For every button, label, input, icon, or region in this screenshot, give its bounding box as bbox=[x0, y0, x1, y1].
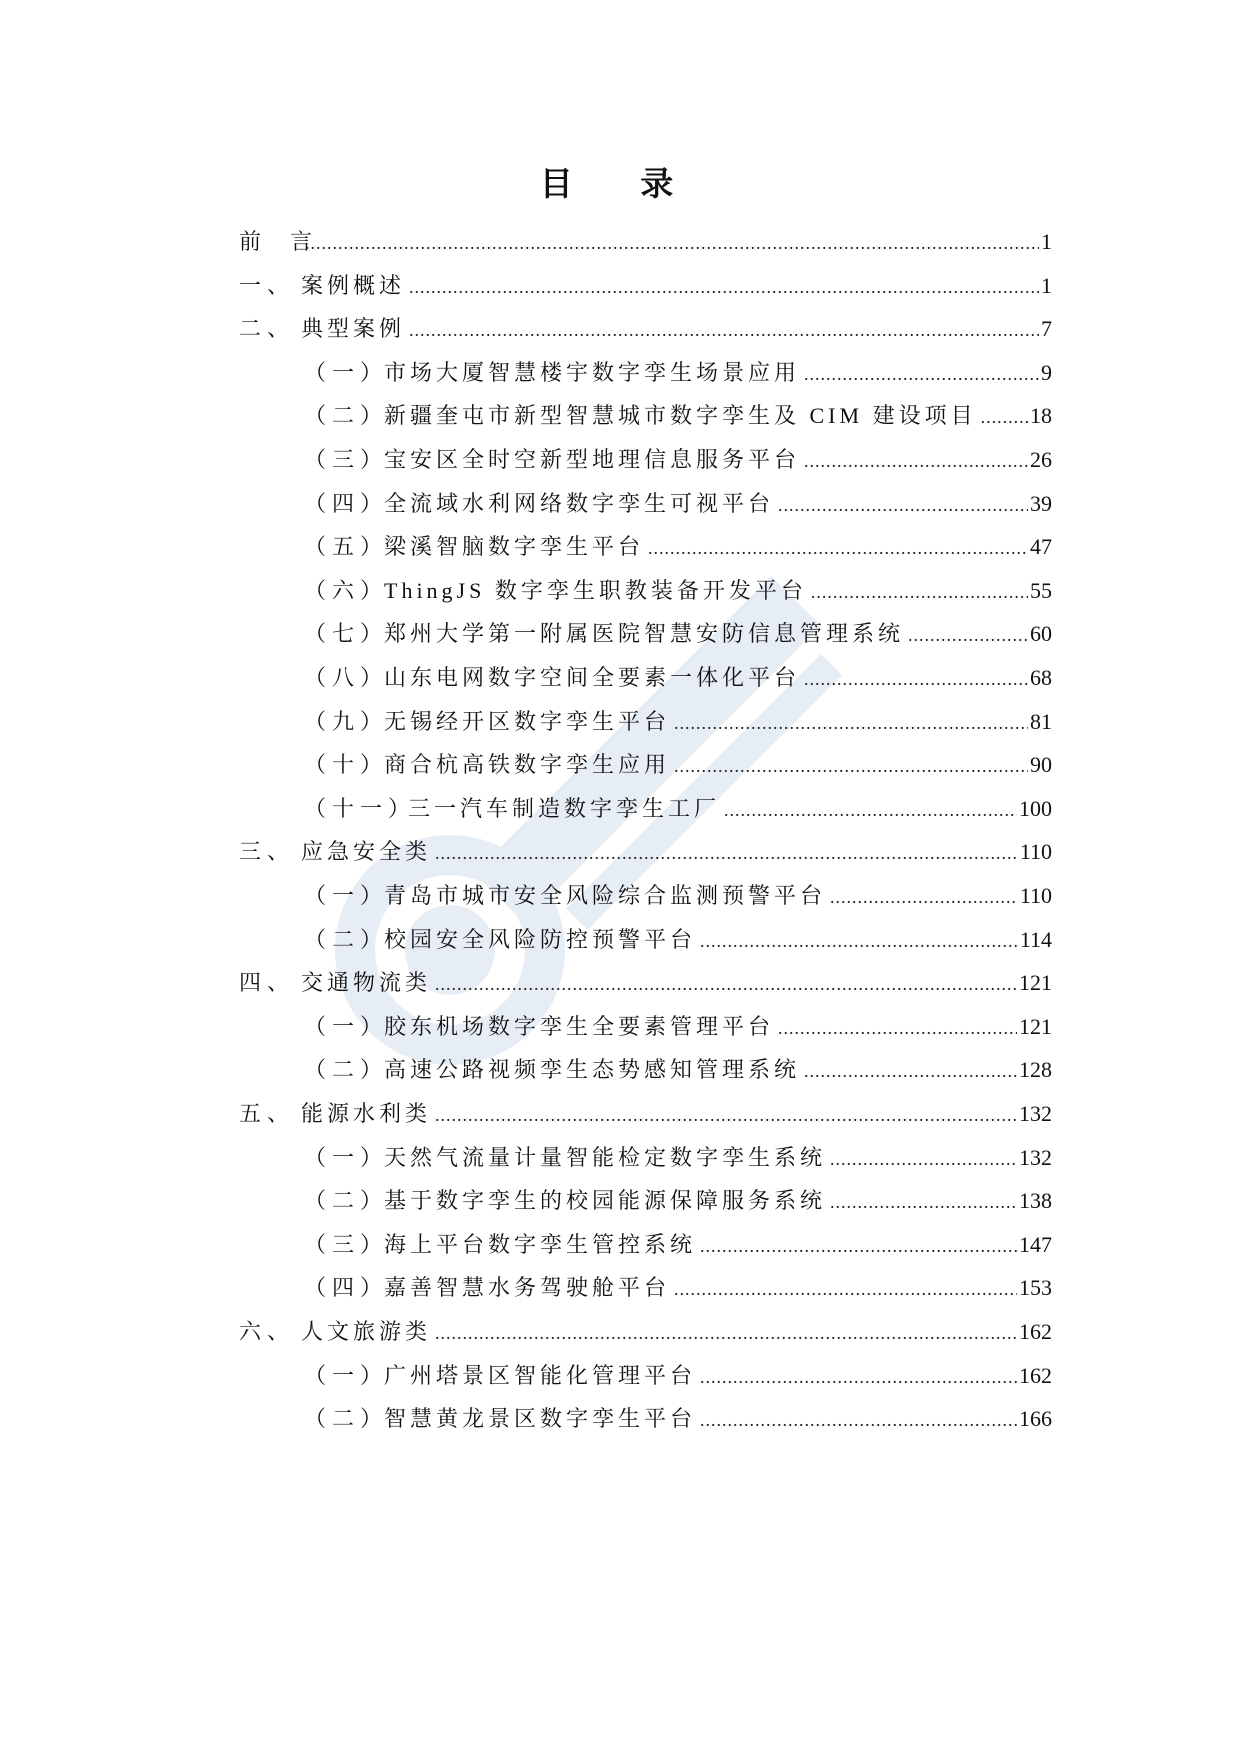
toc-page-number: 18 bbox=[1030, 403, 1052, 429]
toc-entry-number: （十一） bbox=[304, 795, 417, 821]
toc-page-number: 162 bbox=[1019, 1362, 1052, 1388]
toc-entry-title: 人文旅游类 bbox=[301, 1319, 432, 1344]
toc-subsection-entry[interactable] bbox=[304, 618, 1052, 650]
toc-entry-number: （九） bbox=[304, 708, 389, 734]
toc-page-number: 110 bbox=[1019, 883, 1052, 908]
toc-entry-number: 三、 bbox=[239, 839, 296, 865]
toc-subsection-entry[interactable] bbox=[304, 880, 1052, 912]
toc-subsection-entry[interactable] bbox=[304, 749, 1052, 781]
toc-subsection-entry[interactable] bbox=[304, 1272, 1052, 1304]
dot-leader bbox=[724, 794, 1017, 826]
dot-leader bbox=[700, 925, 1018, 957]
dot-leader bbox=[700, 1361, 1017, 1393]
toc-entry-number: （五） bbox=[304, 534, 389, 560]
toc-entry-number: （二） bbox=[304, 926, 389, 952]
toc-entry-title: 广州塔景区智能化管理平台 bbox=[384, 1362, 697, 1388]
dot-leader bbox=[830, 881, 1018, 913]
dot-leader bbox=[811, 576, 1028, 608]
toc-section-entry[interactable] bbox=[239, 1316, 1052, 1348]
toc-entry-number: （四） bbox=[304, 1275, 389, 1301]
toc-entry-title: 能源水利类 bbox=[301, 1101, 432, 1126]
dot-leader bbox=[700, 1230, 1017, 1262]
dot-leader bbox=[981, 401, 1028, 433]
toc-page-number: 7 bbox=[1041, 316, 1052, 342]
dot-leader bbox=[648, 532, 1028, 564]
toc-entry-title: 海上平台数字孪生管控系统 bbox=[384, 1231, 697, 1257]
dot-leader bbox=[674, 1273, 1017, 1305]
toc-subsection-entry[interactable] bbox=[304, 531, 1052, 563]
toc-entry-title: 基于数字孪生的校园能源保障服务系统 bbox=[384, 1188, 827, 1214]
toc-subsection-entry[interactable] bbox=[304, 1054, 1052, 1086]
toc-entry-title: 无锡经开区数字孪生平台 bbox=[384, 708, 671, 734]
toc-page-number: 1 bbox=[1041, 229, 1052, 254]
toc-entry-number: （一） bbox=[304, 883, 389, 908]
toc-section-entry[interactable] bbox=[239, 836, 1052, 868]
toc-entry-title: 应急安全类 bbox=[301, 839, 432, 865]
toc-page-number: 132 bbox=[1019, 1144, 1052, 1170]
dot-leader bbox=[830, 1186, 1017, 1218]
dot-leader bbox=[804, 358, 1039, 390]
dot-leader bbox=[804, 445, 1028, 477]
toc-entry-number: 二、 bbox=[239, 316, 296, 342]
toc-entry-title: 宝安区全时空新型地理信息服务平台 bbox=[384, 447, 801, 472]
toc-entry-title: 智慧黄龙景区数字孪生平台 bbox=[384, 1406, 697, 1432]
toc-page-number: 166 bbox=[1019, 1406, 1052, 1432]
dot-leader bbox=[435, 1317, 1017, 1349]
toc-subsection-entry[interactable] bbox=[304, 1360, 1052, 1392]
toc-subsection-entry[interactable] bbox=[304, 793, 1052, 825]
toc-entry-title: 嘉善智慧水务驾驶舱平台 bbox=[384, 1275, 671, 1301]
toc-page-number: 68 bbox=[1030, 665, 1052, 690]
dot-leader bbox=[305, 227, 1039, 259]
toc-page-number: 90 bbox=[1030, 752, 1052, 778]
toc-subsection-entry[interactable] bbox=[304, 1403, 1052, 1435]
toc-subsection-entry[interactable] bbox=[304, 575, 1052, 607]
dot-leader bbox=[804, 663, 1028, 695]
toc-page-number: 147 bbox=[1019, 1231, 1052, 1257]
toc-subsection-entry[interactable] bbox=[304, 1185, 1052, 1217]
toc-entry-number: （二） bbox=[304, 1188, 389, 1214]
toc-entry-title: 全流域水利网络数字孪生可视平台 bbox=[384, 490, 775, 516]
toc-subsection-entry[interactable] bbox=[304, 444, 1052, 476]
toc-page-number: 100 bbox=[1019, 795, 1052, 821]
toc-page-number: 132 bbox=[1019, 1101, 1052, 1126]
toc-entry-number: （四） bbox=[304, 490, 389, 516]
toc-page-number: 121 bbox=[1019, 1013, 1052, 1039]
toc-section-entry[interactable] bbox=[239, 1098, 1052, 1130]
toc-page-number: 138 bbox=[1019, 1188, 1052, 1214]
toc-entry-title: 市场大厦智慧楼宇数字孪生场景应用 bbox=[384, 359, 801, 385]
toc-subsection-entry[interactable] bbox=[304, 488, 1052, 520]
toc-subsection-entry[interactable] bbox=[304, 1011, 1052, 1043]
dot-leader bbox=[674, 707, 1028, 739]
toc-entry-title: 交通物流类 bbox=[301, 970, 432, 996]
toc-page-number: 121 bbox=[1019, 970, 1052, 996]
toc-entry-title: 青岛市城市安全风险综合监测预警平台 bbox=[384, 883, 827, 908]
toc-entry-title: 商合杭高铁数字孪生应用 bbox=[384, 752, 671, 778]
toc-section-entry[interactable] bbox=[239, 270, 1052, 302]
toc-entry-number: （一） bbox=[304, 1013, 389, 1039]
dot-leader bbox=[700, 1404, 1017, 1436]
toc-section-entry[interactable] bbox=[239, 313, 1052, 345]
toc-entry-title: 梁溪智脑数字孪生平台 bbox=[384, 534, 645, 560]
toc-entry-number: 四、 bbox=[239, 970, 296, 996]
toc-page-number: 9 bbox=[1041, 359, 1052, 385]
toc-entry-number: （七） bbox=[304, 621, 389, 647]
toc-entry-number: （八） bbox=[304, 665, 389, 690]
toc-page-number: 39 bbox=[1030, 490, 1052, 516]
toc-entry-number: （三） bbox=[304, 447, 389, 472]
toc-page-number: 153 bbox=[1019, 1275, 1052, 1301]
toc-entry-number: 一、 bbox=[239, 272, 296, 298]
toc-entry-title: 典型案例 bbox=[301, 316, 406, 342]
toc-entry-number: （一） bbox=[304, 359, 389, 385]
toc-title: 目 录 bbox=[539, 164, 702, 203]
dot-leader bbox=[435, 1099, 1017, 1131]
toc-entry-title: 山东电网数字空间全要素一体化平台 bbox=[384, 665, 801, 690]
toc-entry-number: （一） bbox=[304, 1362, 389, 1388]
toc-entry-number: （二） bbox=[304, 1406, 389, 1432]
toc-page-number: 81 bbox=[1030, 708, 1052, 734]
toc-subsection-entry[interactable] bbox=[304, 1142, 1052, 1174]
dot-leader bbox=[778, 1012, 1017, 1044]
toc-entry-title: 胶东机场数字孪生全要素管理平台 bbox=[384, 1013, 775, 1039]
toc-entry-number: 五、 bbox=[239, 1101, 296, 1126]
toc-page-number: 114 bbox=[1019, 926, 1052, 952]
toc-entry-title: 高速公路视频孪生态势感知管理系统 bbox=[384, 1057, 801, 1083]
toc-section-entry[interactable] bbox=[239, 226, 1052, 258]
dot-leader bbox=[830, 1143, 1017, 1175]
toc-entry-number: 前 言 bbox=[239, 229, 319, 254]
toc-entry-number: （一） bbox=[304, 1144, 389, 1170]
dot-leader bbox=[435, 837, 1018, 869]
toc-entry-number: （二） bbox=[304, 403, 389, 429]
toc-entry-number: （六） bbox=[304, 577, 389, 603]
toc-entry-title: 新疆奎屯市新型智慧城市数字孪生及 CIM 建设项目 bbox=[384, 403, 977, 429]
toc-subsection-entry[interactable] bbox=[304, 662, 1052, 694]
toc-subsection-entry[interactable] bbox=[304, 400, 1052, 432]
dot-leader bbox=[409, 314, 1039, 346]
toc-entry-title: 郑州大学第一附属医院智慧安防信息管理系统 bbox=[384, 621, 905, 647]
dot-leader bbox=[674, 750, 1028, 782]
toc-page-number: 26 bbox=[1030, 447, 1052, 472]
toc-subsection-entry[interactable] bbox=[304, 706, 1052, 738]
toc-entry-title: 校园安全风险防控预警平台 bbox=[384, 926, 697, 952]
toc-entry-number: 六、 bbox=[239, 1319, 296, 1344]
toc-page-number: 128 bbox=[1019, 1057, 1052, 1083]
toc-subsection-entry[interactable] bbox=[304, 1229, 1052, 1261]
toc-entry-number: （二） bbox=[304, 1057, 389, 1083]
toc-entry-title: 天然气流量计量智能检定数字孪生系统 bbox=[384, 1144, 827, 1170]
toc-subsection-entry[interactable] bbox=[304, 924, 1052, 956]
toc-entry-title: 案例概述 bbox=[301, 272, 406, 298]
dot-leader bbox=[778, 489, 1028, 521]
toc-page-number: 55 bbox=[1030, 577, 1052, 603]
toc-section-entry[interactable] bbox=[239, 967, 1052, 999]
toc-entry-title: ThingJS 数字孪生职教装备开发平台 bbox=[384, 577, 807, 603]
dot-leader bbox=[435, 968, 1017, 1000]
toc-entry-number: （三） bbox=[304, 1231, 389, 1257]
dot-leader bbox=[804, 1055, 1017, 1087]
toc-subsection-entry[interactable] bbox=[304, 357, 1052, 389]
toc-page-number: 162 bbox=[1019, 1319, 1052, 1344]
toc-page-number: 1 bbox=[1041, 272, 1052, 298]
toc-page-number: 110 bbox=[1019, 839, 1052, 865]
toc-entry-title: 三一汽车制造数字孪生工厂 bbox=[408, 795, 721, 821]
dot-leader bbox=[908, 619, 1028, 651]
toc-page-number: 60 bbox=[1030, 621, 1052, 647]
dot-leader bbox=[409, 271, 1039, 303]
toc-page-number: 47 bbox=[1030, 534, 1052, 560]
toc-entry-number: （十） bbox=[304, 752, 389, 778]
